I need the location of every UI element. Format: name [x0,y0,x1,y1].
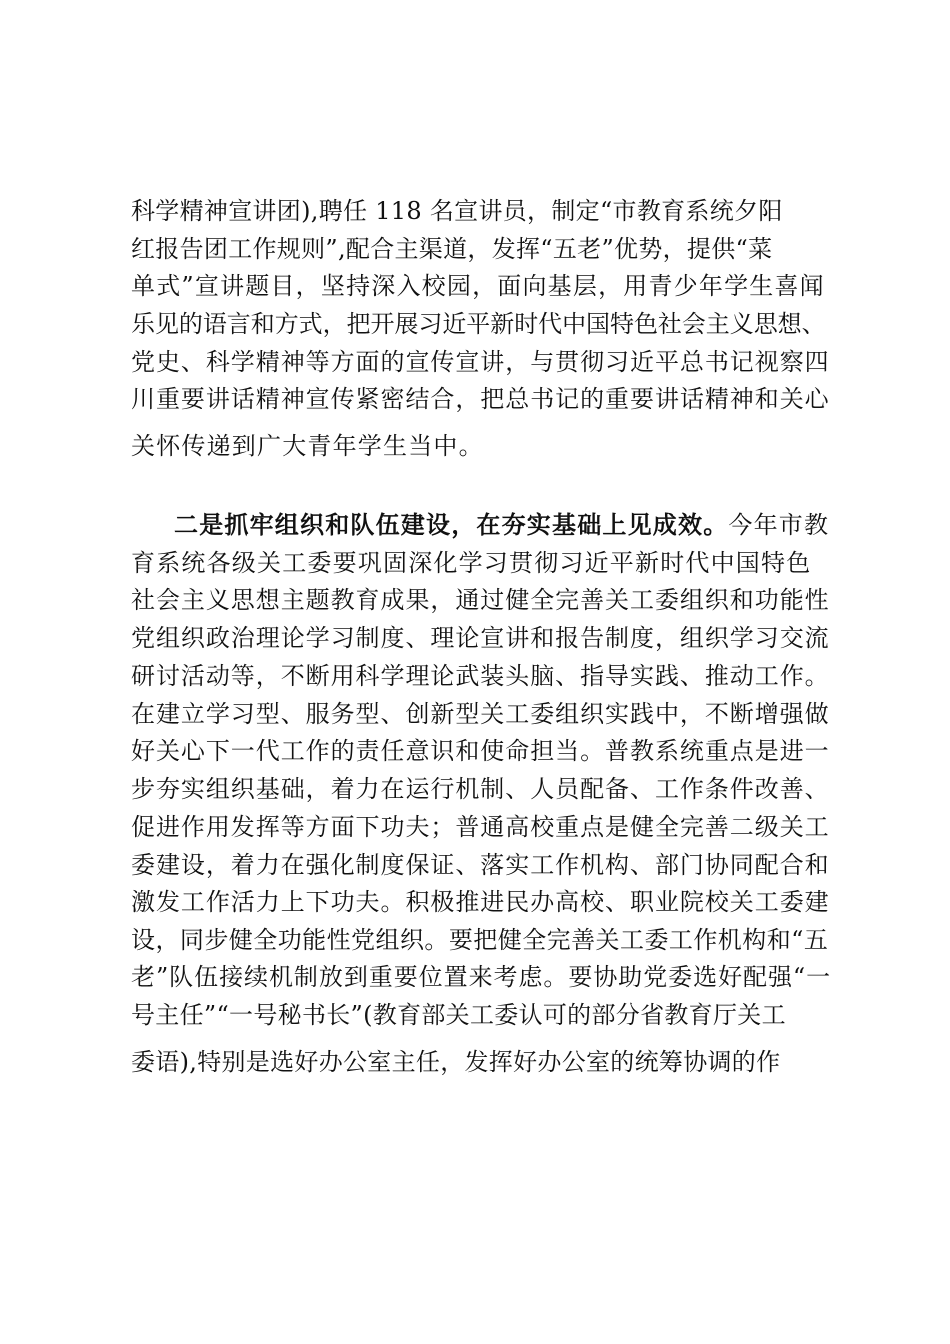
text-line: 党史、科学精神等方面的宣传宣讲，与贯彻习近平总书记视察四 [131,348,830,376]
text-line: 激发工作活力上下功夫。积极推进民办高校、职业院校关工委建 [131,888,830,916]
text-line: 好关心下一代工作的责任意识和使命担当。普教系统重点是进一 [131,737,830,765]
text-line: 川重要讲话精神宣传紧密结合，把总书记的重要讲话精神和关心 [131,385,830,413]
text-line: 委建设，着力在强化制度保证、落实工作机构、部门协同配合和 [131,851,830,879]
text-line: 育系统各级关工委要巩固深化学习贯彻习近平新时代中国特色 [131,549,812,577]
text-line: 社会主义思想主题教育成果，通过健全完善关工委组织和功能性 [131,586,830,614]
text-line: 委语),特别是选好办公室主任，发挥好办公室的统筹协调的作 [131,1048,781,1076]
text-line: 老”队伍接续机制放到重要位置来考虑。要协助党委选好配强“一 [131,963,832,991]
text-line-first [174,510,831,540]
text-line: 在建立学习型、服务型、创新型关工委组织实践中，不断增强做 [131,700,830,728]
text-line: 促进作用发挥等方面下功夫；普通高校重点是健全完善二级关工 [131,813,830,841]
text-line: 乐见的语言和方式，把开展习近平新时代中国特色社会主义思想、 [131,310,826,338]
text-line: 红报告团工作规则”,配合主渠道，发挥“五老”优势，提供“菜 [131,235,773,263]
text-line: 步夯实组织基础，着力在运行机制、人员配备、工作条件改善、 [131,775,830,803]
text-line: 设，同步健全功能性党组织。要把健全完善关工委工作机构和“五 [131,926,829,954]
text-line: 号主任”“一号秘书长”(教育部关工委认可的部分省教育厅关工 [131,1001,786,1029]
text-line: 研讨活动等，不断用科学理论武装头脑、指导实践、推动工作。 [131,662,830,690]
text-line: 单式”宣讲题目，坚持深入校园，面向基层，用青少年学生喜闻 [131,272,825,300]
paragraph-heading: 二是抓牢组织和队伍建设，在夯实基础上见成效。 [174,510,729,539]
text-line: 关怀传递到广大青年学生当中。 [131,432,484,460]
text-line: 党组织政治理论学习制度、理论宣讲和报告制度，组织学习交流 [131,624,830,652]
text-line: 科学精神宣讲团),聘任 118 名宣讲员，制定“市教育系统夕阳 [131,197,783,225]
text-run: 今年市教 [728,511,830,539]
